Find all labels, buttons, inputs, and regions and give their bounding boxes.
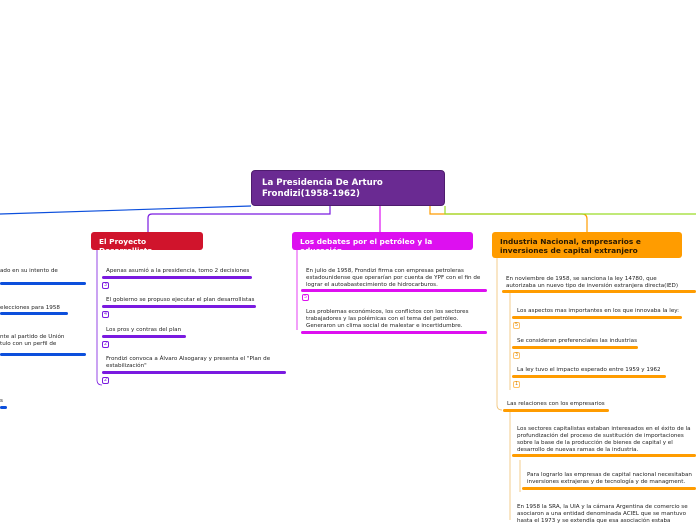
left-fragment-5[interactable]: s <box>0 398 3 404</box>
industria-law-bar <box>502 290 696 293</box>
industria-relation-item-2[interactable]: Para lograrlo las empresas de capital nacional necesitaban inversiones extrajeras y de tecnología y de managment. <box>527 472 692 485</box>
left-fragment-3[interactable]: nte al partido de Unión <box>0 334 65 340</box>
topic-industria-title: Industria Nacional, empresarios e inversiones de capital extranjero <box>500 237 641 255</box>
topic-debates-title: Los debates por el petróleo y la educación <box>300 237 433 255</box>
desarrollista-badge-3[interactable]: 2 <box>103 342 108 347</box>
topic-desarrollista[interactable] <box>91 232 203 255</box>
industria-law-badge-3[interactable]: 1 <box>514 382 519 387</box>
industria-relation-item-3[interactable]: En 1958 la SRA, la UIA y la cámara Argentina de comercio se asociaron a una entidad denominada ACIEL que se mantuvo hasta el 1973 y se extendía que esa asociación estaba <box>517 504 688 524</box>
industria-relation-bar-1 <box>512 454 696 457</box>
debates-badge-1[interactable]: 5 <box>303 295 308 300</box>
industria-law-item-1[interactable]: Los aspectos mas importantes en los que innovaba la ley: <box>517 308 680 314</box>
industria-law-bar-2 <box>512 346 638 349</box>
debates-bar-2 <box>301 331 487 334</box>
industria-relation-item-1[interactable]: Los sectores capitalistas estaban interesados en el éxito de la profundización del proceso de sustitución de importaciones sobre la base de la producción de bienes de capital y el desarrollo de nuevas ramas de la industria. <box>517 426 691 453</box>
industria-law[interactable]: En noviembre de 1958, se sanciona la ley 14780, que autorizaba un nuevo tipo de inversión extranjera directa(IED) <box>506 276 679 289</box>
desarrollista-bar-1 <box>102 276 252 279</box>
industria-law-item-3[interactable]: La ley tuvo el impacto esperado entre 1959 y 1962 <box>517 367 661 373</box>
left-bar-3 <box>0 353 86 356</box>
desarrollista-item-2[interactable]: El gobierno se propuso ejecutar el plan desarrollistas <box>106 297 255 303</box>
left-fragment-2[interactable]: elecciones para 1958 <box>0 305 60 311</box>
root-topic[interactable] <box>251 170 445 206</box>
left-fragment-4[interactable]: tulo con un perfil de <box>0 341 57 347</box>
debates-item-1[interactable]: En julio de 1958, Frondizi firma con empresas petroleras estadounidense que operarían por cuenta de YPF con el fin de lograr el autoabastecimiento de hidrocarburos. <box>306 268 481 288</box>
industria-relations[interactable]: Las relaciones con los empresarios <box>507 401 605 407</box>
industria-law-bar-3 <box>512 375 666 378</box>
industria-law-badge-1[interactable]: 5 <box>514 323 519 328</box>
root-title: La Presidencia De Arturo Frondizi(1958-1962) <box>262 178 383 199</box>
debates-item-2[interactable]: Los problemas económicos, los conflictos con los sectores trabajadores y las polémicas con el tema del petróleo. Generaron un clima social de malestar e incertidumbre. <box>306 309 469 329</box>
industria-law-item-2[interactable]: Se consideran preferenciales las industrias <box>517 338 637 344</box>
desarrollista-bar-3 <box>102 335 186 338</box>
left-bar-2 <box>0 312 68 315</box>
left-fragment-1[interactable]: ado en su intento de <box>0 268 58 274</box>
desarrollista-badge-2[interactable]: 4 <box>103 312 108 317</box>
desarrollista-badge-4[interactable]: 2 <box>103 378 108 383</box>
desarrollista-item-4[interactable]: Frondizi convoca a Álvaro Alsogaray y presenta el "Plan de estabilización" <box>106 356 271 369</box>
desarrollista-bar-2 <box>102 305 256 308</box>
left-bar-1 <box>0 282 86 285</box>
desarrollista-bar-4 <box>102 371 286 374</box>
topic-debates[interactable] <box>292 232 473 255</box>
desarrollista-item-3[interactable]: Los pros y contras del plan <box>106 327 182 333</box>
desarrollista-item-1[interactable]: Apenas asumió a la presidencia, tomo 2 decisiones <box>106 268 250 274</box>
desarrollista-badge-1[interactable]: 3 <box>103 283 108 288</box>
debates-bar-1 <box>301 289 487 292</box>
left-bar-4 <box>0 406 7 409</box>
topic-desarrollista-title: El Proyecto Desarrollista <box>99 237 153 255</box>
industria-law-bar-1 <box>512 316 682 319</box>
topic-industria[interactable] <box>492 232 682 258</box>
industria-law-badge-2[interactable]: 3 <box>514 353 519 358</box>
industria-relation-bar-2 <box>522 487 696 490</box>
industria-relations-bar <box>503 409 609 412</box>
